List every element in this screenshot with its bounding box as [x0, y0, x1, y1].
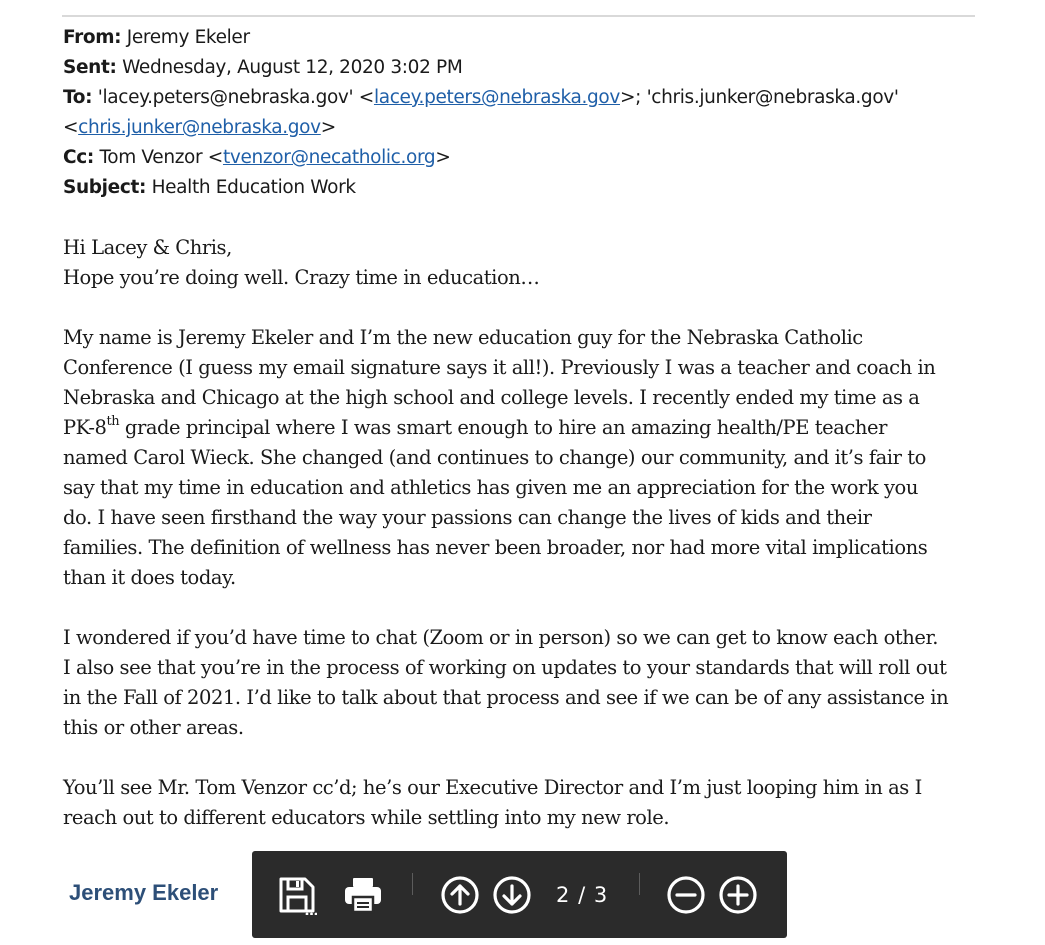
body-line: Nebraska and Chicago at the high school and college levels. I recently ended my time as a: [63, 386, 920, 409]
body-line: named Carol Wieck. She changed (and continues to change) our community, and it’s fair to: [63, 446, 926, 469]
zoom-out-icon: [666, 875, 706, 915]
header-divider: [62, 15, 975, 17]
cc-row: Cc: Tom Venzor <tvenzor@necatholic.org>: [63, 147, 451, 168]
zoom-in-icon: [718, 875, 758, 915]
next-page-button[interactable]: [489, 872, 535, 918]
grade-superscript: th: [106, 414, 120, 429]
to-recipient-1-email-link[interactable]: lacey.peters@nebraska.gov: [373, 87, 620, 108]
email-body: [63, 233, 983, 863]
greeting-line: Hi Lacey & Chris,: [63, 236, 232, 259]
cc-label: Cc:: [63, 147, 94, 168]
arrow-up-circle-icon: [440, 875, 480, 915]
to-row: To: 'lacey.peters@nebraska.gov' <lacey.peters@nebraska.gov>; 'chris.junker@nebraska.gov': [63, 87, 899, 108]
to-recipient-2-name: 'chris.junker@nebraska.gov': [646, 87, 899, 108]
previous-page-button[interactable]: [437, 872, 483, 918]
subject-row: [63, 173, 983, 203]
paragraph-request: [63, 623, 983, 743]
cc-name: Tom Venzor: [99, 147, 203, 168]
body-line: My name is Jeremy Ekeler and I’m the new education guy for the Nebraska Catholic: [63, 326, 863, 349]
sent-value: Wednesday, August 12, 2020 3:02 PM: [122, 57, 463, 78]
arrow-down-circle-icon: [492, 875, 532, 915]
from-label: From:: [63, 27, 122, 48]
zoom-in-button[interactable]: [715, 872, 761, 918]
body-line: do. I have seen firsthand the way your passions can change the lives of kids and their: [63, 506, 872, 529]
pdf-viewer-toolbar: [252, 851, 787, 938]
toolbar-divider: [412, 873, 413, 895]
body-line: in the Fall of 2021. I’d like to talk about that process and see if we can be of any assistance in: [63, 686, 949, 709]
grade-text: PK-8: [63, 416, 107, 439]
body-line: [63, 413, 983, 443]
body-line: reach out to different educators while settling into my new role.: [63, 806, 670, 829]
body-line: this or other areas.: [63, 716, 244, 739]
sent-label: Sent:: [63, 57, 117, 78]
save-icon: [277, 875, 317, 915]
to-recipient-1-name: 'lacey.peters@nebraska.gov': [97, 87, 354, 108]
from-value: Jeremy Ekeler: [126, 27, 250, 48]
print-icon: [343, 875, 383, 915]
greeting-paragraph: [63, 233, 983, 293]
body-line: than it does today.: [63, 566, 236, 589]
signature-name: Jeremy Ekeler: [69, 880, 219, 905]
sent-row: [63, 53, 983, 83]
body-line: Conference (I guess my email signature says it all!). Previously I was a teacher and coach in: [63, 356, 936, 379]
subject-label: Subject:: [63, 177, 147, 198]
email-header: [63, 23, 983, 203]
toolbar-divider: [639, 873, 640, 895]
save-button[interactable]: [274, 872, 320, 918]
page-indicator: [556, 880, 616, 910]
body-line-rest: grade principal where I was smart enough to hire an amazing health/PE teacher: [119, 416, 887, 439]
from-row: [63, 23, 983, 53]
cc-email-link[interactable]: tvenzor@necatholic.org: [222, 147, 436, 168]
body-line: say that my time in education and athletics has given me an appreciation for the work you: [63, 476, 918, 499]
paragraph-introduction: [63, 323, 983, 593]
zoom-out-button[interactable]: [663, 872, 709, 918]
to-row-continued: <chris.junker@nebraska.gov>: [63, 117, 336, 138]
print-button[interactable]: [340, 872, 386, 918]
total-pages: 3: [593, 883, 609, 907]
to-recipient-2-email-link[interactable]: chris.junker@nebraska.gov: [78, 117, 321, 138]
body-line: I wondered if you’d have time to chat (Zoom or in person) so we can get to know each other.: [63, 626, 938, 649]
body-line: families. The definition of wellness has never been broader, nor had more vital implications: [63, 536, 928, 559]
intro-line: Hope you’re doing well. Crazy time in education…: [63, 266, 540, 289]
body-line: I also see that you’re in the process of working on updates to your standards that will roll out: [63, 656, 947, 679]
subject-value: Health Education Work: [151, 177, 356, 198]
body-line: You’ll see Mr. Tom Venzor cc’d; he’s our Executive Director and I’m just looping him in as I: [63, 776, 922, 799]
paragraph-cc-note: [63, 773, 983, 833]
current-page-number: 2: [556, 883, 571, 907]
page-separator: /: [578, 883, 587, 907]
to-label: To:: [63, 87, 93, 108]
